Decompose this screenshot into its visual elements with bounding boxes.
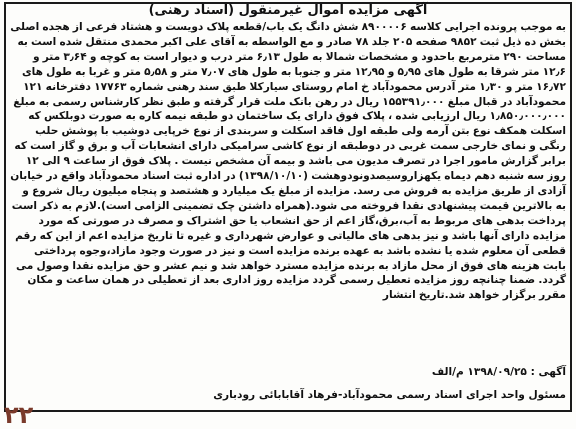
publication-date-line: آگهی : ۱۳۹۸/۰۹/۲۵ م/الف [431, 366, 566, 378]
notice-paragraph: به موجب پرونده اجرایی کلاسه ۸۹۰۰۰۰۶ شش دانگ یک باب/قطعه پلاک دویست و هشتاد فرعی از هجده اصلی بخش ده ذیل ثبت ۹۸۵۲ صفحه ۲۰۵ جلد ۷۸ صادر و مع الواسطه به آقای علی اکبر محمدی منتقل شده است به مساحت ۲۹۰ مترمربع باحدود و مشخصات شمالا به طول ۶٫۱۳ متر درب و دیوار است به کوچه و ۳٫۶۴ متر و ۱۲٫۶ متر شرقا به طول های ۵٫۹۵ و ۱۲٫۹۵ متر و جنوبا به طول های ۷٫۰۷ متر و ۵٫۵۸ متر و غربا به طول های ۱۶٫۷۲ متر و ۱٫۳۰ متر آدرس محمودآباد خ امام روستای سیارکلا طبق سند رهنی شماره ۱۷۷۶۳ دفترخانه ۱۲۱ محمودآباد در قبال مبلغ ۱۵۵۳۹۱٫۰۰۰ ریال در رهن بانک ملت قرار گرفته و طبق نظر کارشناس رسمی به مبلغ ۱٫۸۵۰٫۰۰۰٫۰۰۰ ریال ارزیابی شده ، پلاک فوق دارای یک ساختمان دو طبقه نیمه کاره به صورت دوبلکس که اسکلت همکف نوع بتن آرمه ولی طبقه اول فاقد اسکلت و سربندی از نوع خرپایی دوشیب با پوشش حلب رنگی و نمای خارجی سمت غربی در دوطبقه از نوع کاشی سرامیکی دارای انشعابات آب و برق و گاز است که برابر گزارش مامور اجرا در تصرف مدیون می باشد و بیمه آن مشخص نیست . پلاک فوق از ساعت ۹ الی ۱۲ روز سه شنبه دهم دیماه یکهزاروسیصدونودوهشت (۱۳۹۸/۱۰/۱۰) در اداره ثبت اسناد محمودآباد واقع در خیابان آزادی از طریق مزایده به فروش می رسد. مزایده از مبلغ یک میلیارد و هشتصد و پنجاه میلیون ریال شروع و به بالاترین قیمت پیشنهادی نقدا فروخته می شود.(همراه داشتن چک تضمینی الزامی است).لازم به ذکر است پرداخت بدهی های مربوط به آب،برق،گاز اعم از حق انشعاب یا حق اشتراک و مصرف در صورتی که مورد مزایده دارای آنها باشد و نیز بدهی های مالیاتی و عوارض شهرداری و غیره تا تاریخ مزایده اعم از این که رقم قطعی آن معلوم شده یا نشده باشد به عهده برنده مزایده است و نیز در صورت وجود مازاد،وجوه پرداختی بابت هزینه های فوق از محل مازاد به برنده مزایده مسترد خواهد شد و نیم عشر و حق مزایده نقدا وصول می گردد. ضمنا چنانچه روز مزایده تعطیل رسمی گردد مزایده روز اداری بعد از تعطیلی در همان ساعت و مکان مقرر برگزار خواهد شد.تاریخ انتشار [10, 21, 566, 302]
notice-title: آگهی مزایده اموال غیرمنقول (اسناد رهنی) [148, 3, 428, 18]
page-number: ۲۲ [4, 401, 34, 429]
issuer-signature-line: مسئول واحد اجرای اسناد رسمی محمودآباد-فرهاد آقابابائی رودباری [213, 389, 566, 401]
notice-body [10, 20, 566, 303]
